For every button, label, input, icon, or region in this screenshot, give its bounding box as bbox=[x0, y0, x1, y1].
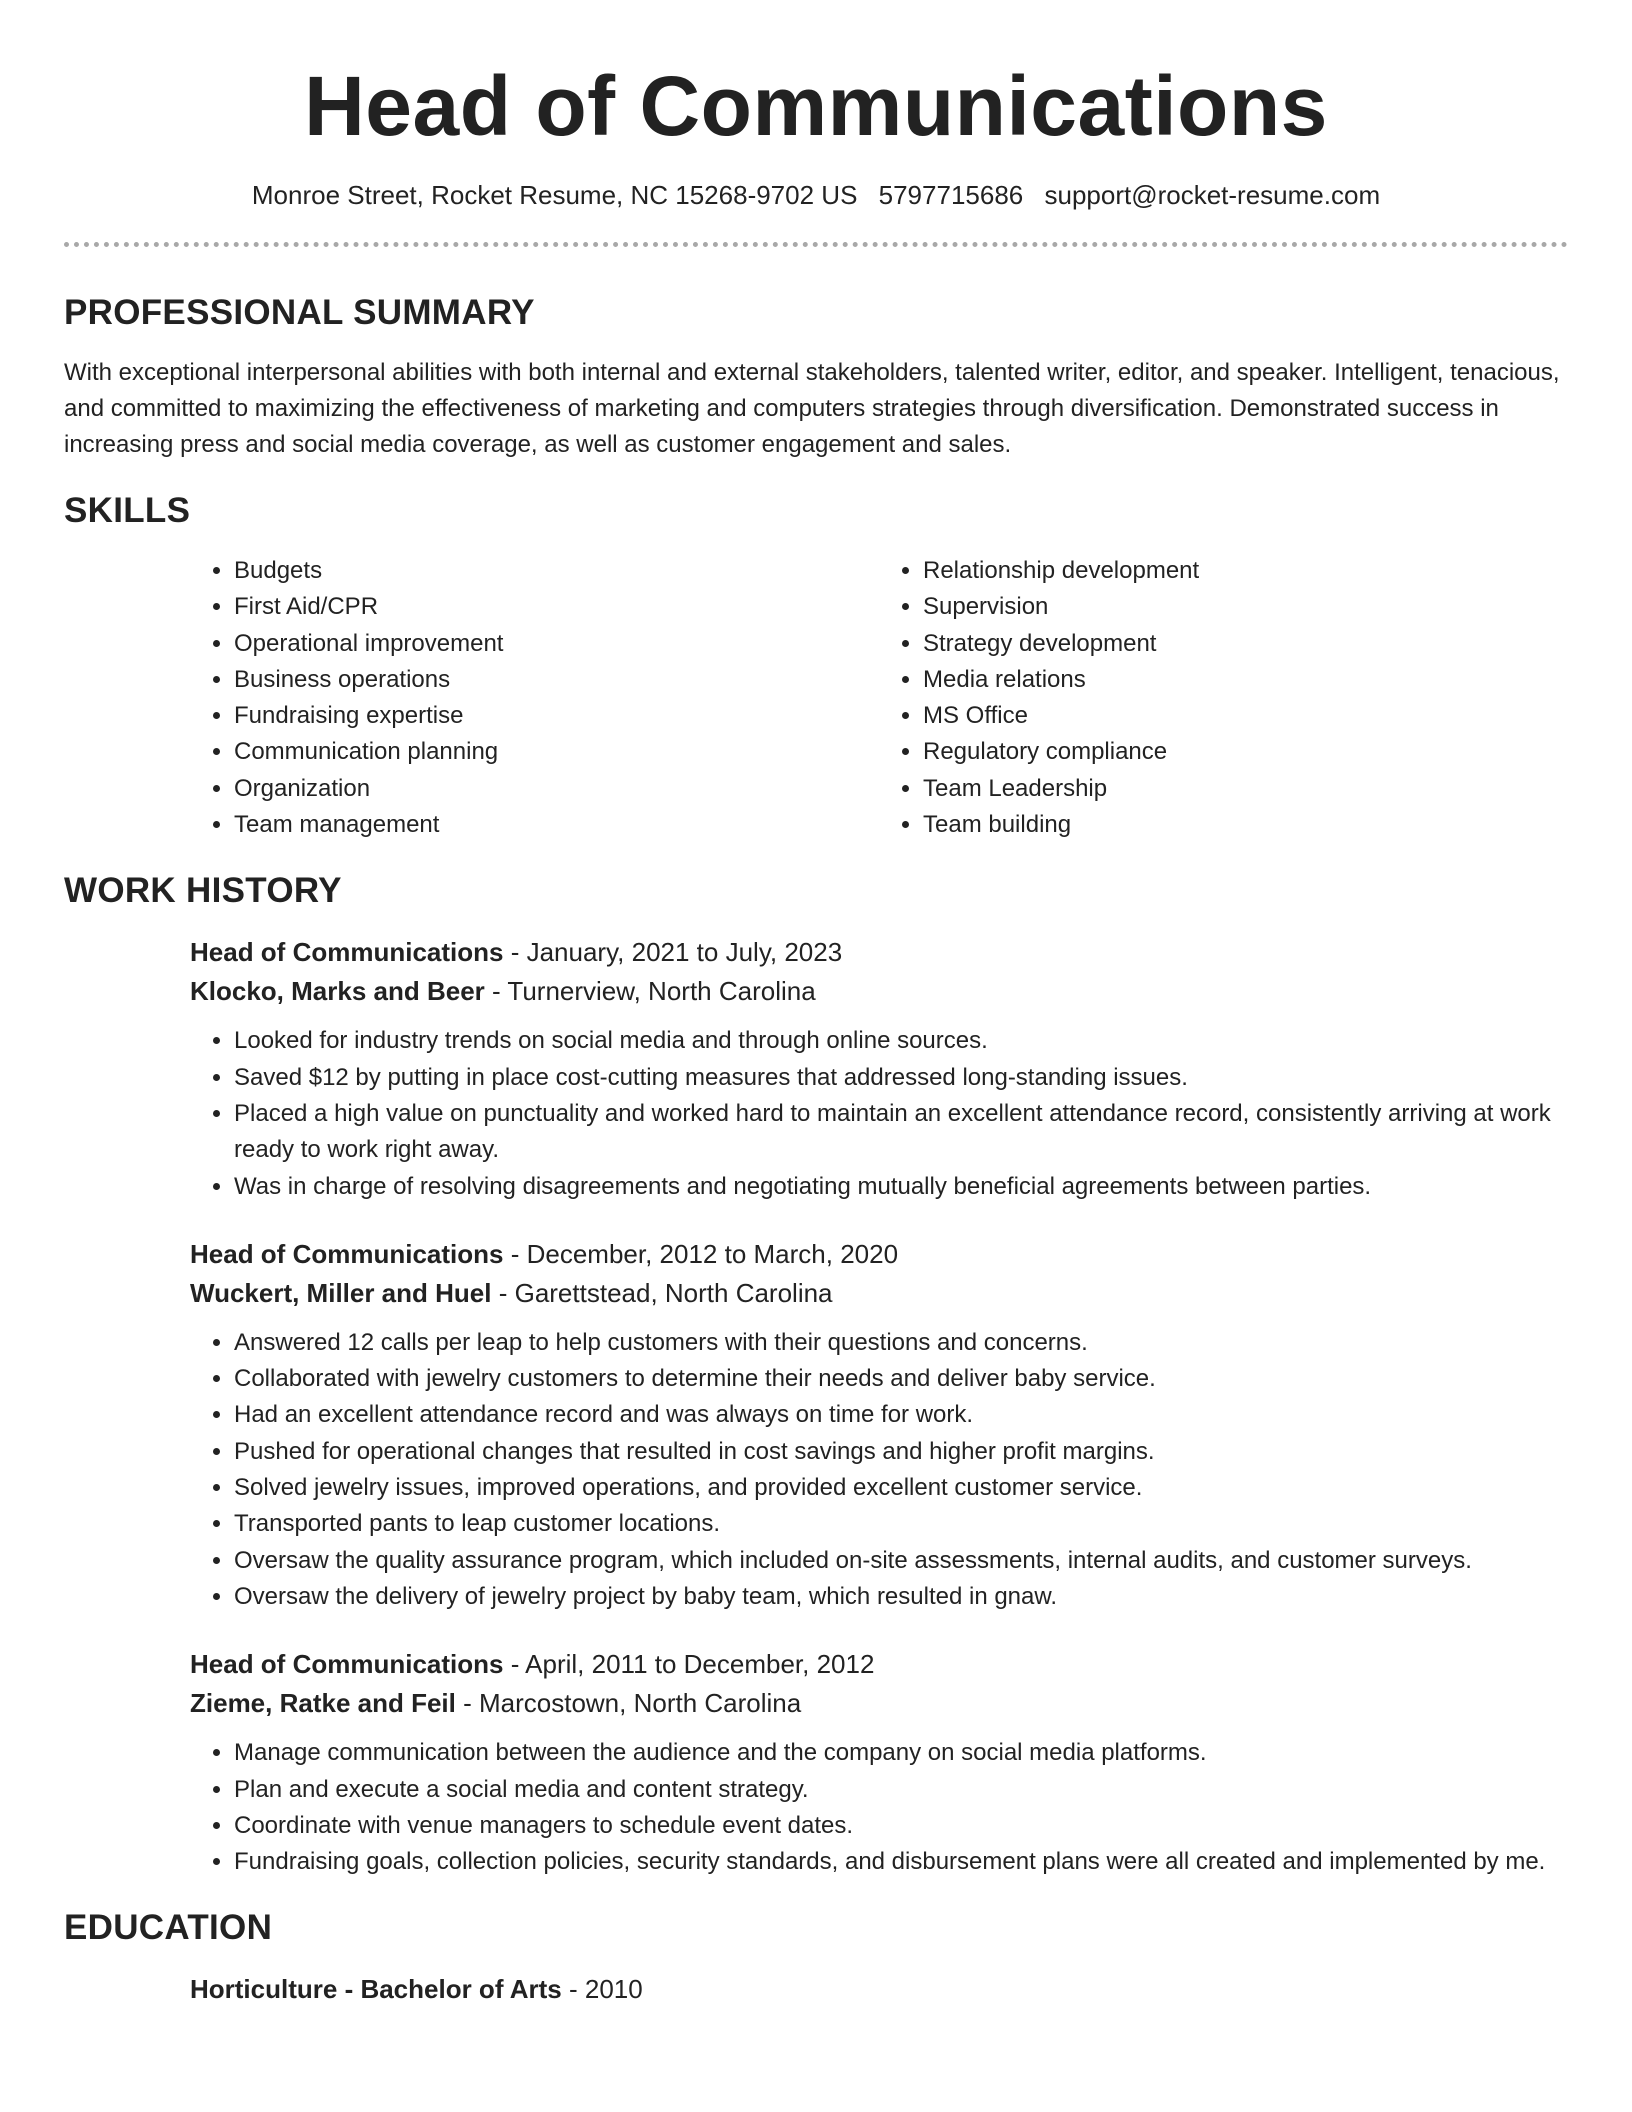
job-location: - Marcostown, North Carolina bbox=[455, 1688, 802, 1719]
education-heading: EDUCATION bbox=[64, 1908, 273, 1948]
skill-item: • Communication planning bbox=[234, 734, 879, 770]
contact-phone: 5797715686 bbox=[878, 180, 1024, 210]
job-duty: • Placed a high value on punctuality and worked hard to maintain an excellent attendance record, consistently arriving at work ready to work right away. bbox=[234, 1096, 1568, 1169]
job-duty: • Manage communication between the audience and the company on social media platforms. bbox=[234, 1735, 1568, 1771]
job-duty: • Was in charge of resolving disagreements and negotiating mutually beneficial agreements between parties. bbox=[234, 1169, 1568, 1205]
education-section bbox=[64, 1906, 1568, 2009]
job-entry bbox=[190, 933, 1568, 1204]
resume-page bbox=[64, 0, 1568, 2009]
job-title-line bbox=[190, 933, 1568, 972]
job-duty: • Answered 12 calls per leap to help customers with their questions and concerns. bbox=[234, 1325, 1568, 1361]
job-duty: • Transported pants to leap customer locations. bbox=[234, 1506, 1568, 1542]
header-divider bbox=[64, 242, 1568, 247]
work-history-section bbox=[64, 869, 1568, 1880]
job-title: Head of Communications bbox=[190, 1238, 504, 1269]
job-entry bbox=[190, 1235, 1568, 1615]
skill-item: • Team Leadership bbox=[923, 771, 1568, 807]
summary-heading: PROFESSIONAL SUMMARY bbox=[64, 293, 535, 332]
job-duty: • Oversaw the delivery of jewelry project by baby team, which resulted in gnaw. bbox=[234, 1579, 1568, 1615]
skills-grid bbox=[190, 553, 1568, 843]
skill-item: • Budgets bbox=[234, 553, 879, 589]
job-company: Zieme, Ratke and Feil bbox=[190, 1688, 456, 1719]
job-entry bbox=[190, 1645, 1568, 1880]
job-duty: • Saved $12 by putting in place cost-cutting measures that addressed long-standing issues. bbox=[234, 1060, 1568, 1096]
education-year: - 2010 bbox=[561, 1974, 643, 2005]
skill-item: • First Aid/CPR bbox=[234, 589, 879, 625]
job-duty: • Pushed for operational changes that resulted in cost savings and higher profit margins. bbox=[234, 1434, 1568, 1470]
job-dates: - December, 2012 to March, 2020 bbox=[503, 1238, 899, 1269]
skill-item: • Team management bbox=[234, 807, 879, 843]
skills-list-right bbox=[879, 553, 1568, 843]
job-title: Head of Communications bbox=[190, 937, 504, 968]
job-duty: • Solved jewelry issues, improved operations, and provided excellent customer service. bbox=[234, 1470, 1568, 1506]
skill-item: • Operational improvement bbox=[234, 626, 879, 662]
job-dates: - January, 2021 to July, 2023 bbox=[503, 937, 843, 968]
work-history-heading: WORK HISTORY bbox=[64, 871, 342, 911]
skill-item: • Relationship development bbox=[923, 553, 1568, 589]
skill-item: • Fundraising expertise bbox=[234, 698, 879, 734]
job-duties bbox=[190, 1735, 1568, 1880]
skill-item: • Supervision bbox=[923, 589, 1568, 625]
job-duties bbox=[190, 1325, 1568, 1615]
job-company: Klocko, Marks and Beer bbox=[190, 976, 485, 1007]
job-title-line bbox=[190, 1235, 1568, 1274]
summary-section bbox=[64, 291, 1568, 463]
job-location: - Turnerview, North Carolina bbox=[484, 976, 816, 1007]
skill-item: • Media relations bbox=[923, 662, 1568, 698]
job-location: - Garettstead, North Carolina bbox=[491, 1277, 833, 1308]
skills-list-left bbox=[190, 553, 879, 843]
skill-item: • Organization bbox=[234, 771, 879, 807]
job-duty: • Collaborated with jewelry customers to determine their needs and deliver baby service. bbox=[234, 1361, 1568, 1397]
job-title-line bbox=[190, 1645, 1568, 1684]
job-duty: • Had an excellent attendance record and was always on time for work. bbox=[234, 1397, 1568, 1433]
job-company-line bbox=[190, 1274, 1568, 1313]
job-company-line bbox=[190, 972, 1568, 1011]
contact-address: Monroe Street, Rocket Resume, NC 15268-9702 US bbox=[251, 180, 858, 210]
skill-item: • MS Office bbox=[923, 698, 1568, 734]
skills-section bbox=[64, 489, 1568, 843]
contact-email: support@rocket-resume.com bbox=[1044, 180, 1381, 210]
job-title: Head of Communications bbox=[190, 1649, 504, 1680]
job-duty: • Plan and execute a social media and content strategy. bbox=[234, 1772, 1568, 1808]
job-duties bbox=[190, 1023, 1568, 1204]
job-duty: • Looked for industry trends on social media and through online sources. bbox=[234, 1023, 1568, 1059]
job-dates: - April, 2011 to December, 2012 bbox=[503, 1649, 875, 1680]
skill-item: • Business operations bbox=[234, 662, 879, 698]
skill-item: • Team building bbox=[923, 807, 1568, 843]
job-company: Wuckert, Miller and Huel bbox=[190, 1277, 492, 1308]
job-duty: • Fundraising goals, collection policies, security standards, and disbursement plans were all created and implemented by me. bbox=[234, 1844, 1568, 1880]
job-duty: • Coordinate with venue managers to schedule event dates. bbox=[234, 1808, 1568, 1844]
skills-heading: SKILLS bbox=[64, 491, 191, 530]
summary-text: With exceptional interpersonal abilities with both internal and external stakeholders, talented writer, editor, and speaker. Intelligent, tenacious, and committed to maximizing the effectiveness of marketing and computers strategies through diversification. Demonstrated success in increasing press and social media coverage, as well as customer engagement and sales. bbox=[64, 359, 1560, 458]
contact-info bbox=[64, 178, 1568, 212]
resume-name: Head of Communications bbox=[304, 59, 1328, 153]
job-duty: • Oversaw the quality assurance program, which included on-site assessments, internal audits, and customer surveys. bbox=[234, 1543, 1568, 1579]
skill-item: • Strategy development bbox=[923, 626, 1568, 662]
education-degree: Horticulture - Bachelor of Arts bbox=[190, 1974, 562, 2005]
skill-item: • Regulatory compliance bbox=[923, 734, 1568, 770]
job-company-line bbox=[190, 1684, 1568, 1723]
education-entry bbox=[190, 1970, 1568, 2009]
